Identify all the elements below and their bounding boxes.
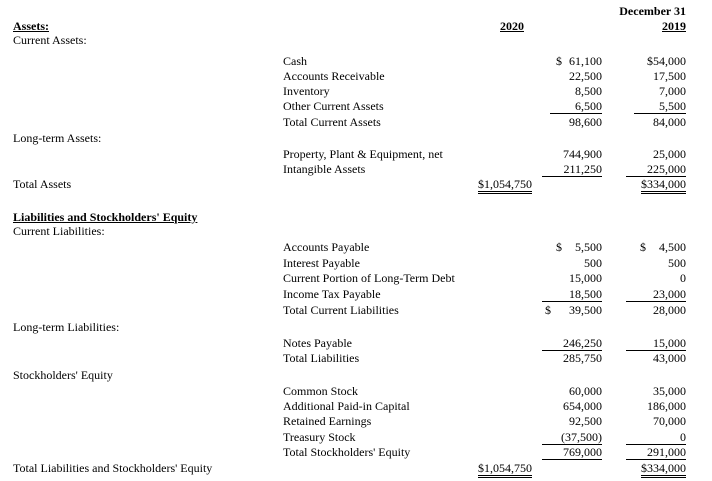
value-2019: 4,500 bbox=[659, 240, 686, 254]
row-label-apic: Additional Paid-in Capital bbox=[283, 399, 410, 413]
value-2019: 28,000 bbox=[653, 303, 686, 317]
value-2020: 22,500 bbox=[569, 69, 602, 83]
row-label-accounts-payable: Accounts Payable bbox=[283, 240, 370, 254]
value-2020: 8,500 bbox=[575, 84, 602, 98]
longterm-liabilities-title: Long-term Liabilities: bbox=[13, 320, 120, 334]
value-2020: 285,750 bbox=[563, 351, 602, 365]
value-2020: 654,000 bbox=[563, 399, 602, 413]
assets-title: Assets: bbox=[13, 19, 49, 33]
value-2019: 0 bbox=[680, 271, 686, 285]
row-label-other-current-assets: Other Current Assets bbox=[283, 99, 384, 113]
value-2020: 6,500 bbox=[550, 99, 602, 114]
longterm-assets-title: Long-term Assets: bbox=[13, 131, 102, 145]
value-2019: $54,000 bbox=[647, 54, 686, 68]
year-2020-header: 2020 bbox=[500, 19, 524, 33]
value-2019: 0 bbox=[626, 430, 686, 445]
value-2020: 61,100 bbox=[569, 54, 602, 68]
row-label-intangible-assets: Intangible Assets bbox=[283, 162, 366, 176]
row-label-ppe: Property, Plant & Equipment, net bbox=[283, 147, 443, 161]
value-2020: 744,900 bbox=[563, 147, 602, 161]
value-2019: 84,000 bbox=[653, 115, 686, 129]
value-2019: 70,000 bbox=[653, 414, 686, 428]
row-label-notes-payable: Notes Payable bbox=[283, 336, 352, 350]
current-liabilities-title: Current Liabilities: bbox=[13, 224, 105, 238]
value-2019: 225,000 bbox=[626, 162, 686, 177]
row-label-total-current-liabilities: Total Current Liabilities bbox=[283, 303, 399, 317]
total-liabilities-equity-label: Total Liabilities and Stockholders' Equity bbox=[13, 461, 213, 475]
value-2020: 246,250 bbox=[542, 336, 602, 351]
row-label-cash: Cash bbox=[283, 54, 307, 68]
row-label-retained-earnings: Retained Earnings bbox=[283, 414, 372, 428]
value-2019: 23,000 bbox=[626, 287, 686, 302]
dollar-sign: $ bbox=[640, 240, 646, 254]
value-2019: 7,000 bbox=[659, 84, 686, 98]
row-label-treasury-stock: Treasury Stock bbox=[283, 430, 356, 444]
row-label-inventory: Inventory bbox=[283, 84, 330, 98]
total-assets-2020: $1,054,750 bbox=[478, 177, 532, 194]
dollar-sign: $ bbox=[545, 303, 551, 317]
value-2020: 5,500 bbox=[575, 240, 602, 254]
date-header: December 31 bbox=[619, 4, 686, 18]
value-2020: 18,500 bbox=[542, 287, 602, 302]
total-liabilities-equity-2020: $1,054,750 bbox=[478, 461, 532, 478]
current-assets-title: Current Assets: bbox=[13, 33, 87, 47]
value-2020: 211,250 bbox=[542, 162, 602, 177]
row-label-total-stockholders-equity: Total Stockholders' Equity bbox=[283, 445, 411, 459]
value-2020: 60,000 bbox=[569, 384, 602, 398]
value-2019: 291,000 bbox=[626, 445, 686, 460]
row-label-current-portion-ltd: Current Portion of Long-Term Debt bbox=[283, 271, 455, 285]
value-2019: 35,000 bbox=[653, 384, 686, 398]
row-label-total-current-assets: Total Current Assets bbox=[283, 115, 381, 129]
row-label-accounts-receivable: Accounts Receivable bbox=[283, 69, 385, 83]
row-label-total-liabilities: Total Liabilities bbox=[283, 351, 360, 365]
equity-title: Stockholders' Equity bbox=[13, 368, 113, 382]
value-2019: 15,000 bbox=[626, 336, 686, 351]
value-2020: 98,600 bbox=[569, 115, 602, 129]
value-2020: 500 bbox=[584, 256, 602, 270]
value-2019: 25,000 bbox=[653, 147, 686, 161]
value-2019: 5,500 bbox=[634, 99, 686, 114]
dollar-sign: $ bbox=[556, 240, 562, 254]
total-liabilities-equity-2019: $334,000 bbox=[641, 461, 686, 478]
value-2020: (37,500) bbox=[542, 430, 602, 445]
value-2019: 17,500 bbox=[653, 69, 686, 83]
liabilities-title: Liabilities and Stockholders' Equity bbox=[13, 210, 198, 224]
value-2019: 43,000 bbox=[653, 351, 686, 365]
value-2020: 92,500 bbox=[569, 414, 602, 428]
value-2020: 39,500 bbox=[569, 303, 602, 317]
total-assets-2019: $334,000 bbox=[641, 177, 686, 194]
row-label-interest-payable: Interest Payable bbox=[283, 256, 360, 270]
total-assets-label: Total Assets bbox=[13, 177, 72, 191]
value-2020: 769,000 bbox=[542, 445, 602, 460]
value-2019: 186,000 bbox=[647, 399, 686, 413]
row-label-income-tax-payable: Income Tax Payable bbox=[283, 287, 381, 301]
value-2019: 500 bbox=[668, 256, 686, 270]
value-2020: 15,000 bbox=[569, 271, 602, 285]
row-label-common-stock: Common Stock bbox=[283, 384, 359, 398]
year-2019-header: 2019 bbox=[662, 19, 686, 33]
dollar-sign: $ bbox=[556, 54, 562, 68]
